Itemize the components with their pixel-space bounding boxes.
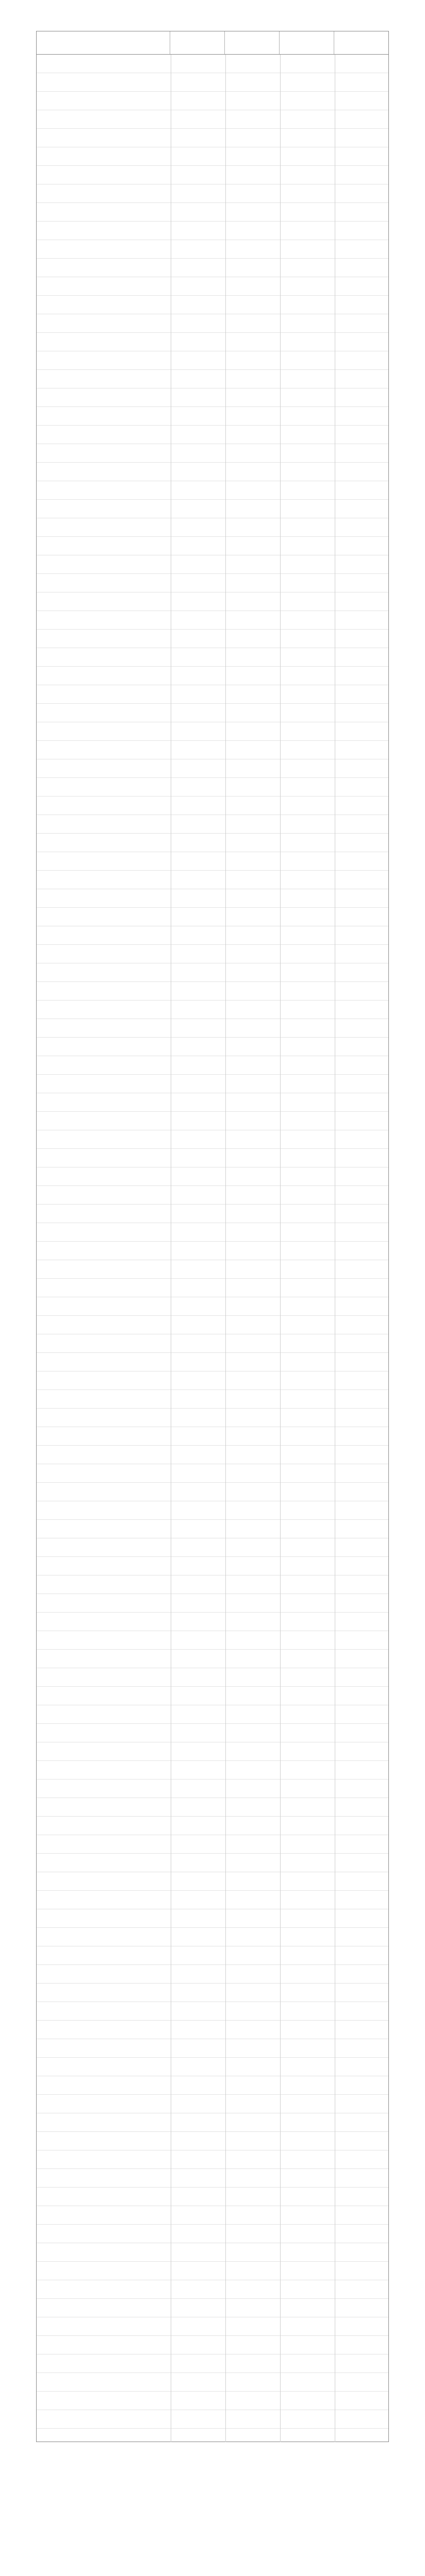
table-header <box>37 31 388 55</box>
table-header-cell <box>334 31 388 54</box>
chart-1 <box>36 2566 389 2576</box>
table-header-cell <box>225 31 280 54</box>
table-header-cell <box>170 31 225 54</box>
table-header-cell <box>37 31 170 54</box>
column-divider <box>225 55 226 2442</box>
table-body <box>37 55 388 2442</box>
column-divider <box>280 55 281 2442</box>
statistics-table <box>36 31 389 2442</box>
table-header-cell <box>280 31 334 54</box>
footnotes <box>36 2452 389 2509</box>
